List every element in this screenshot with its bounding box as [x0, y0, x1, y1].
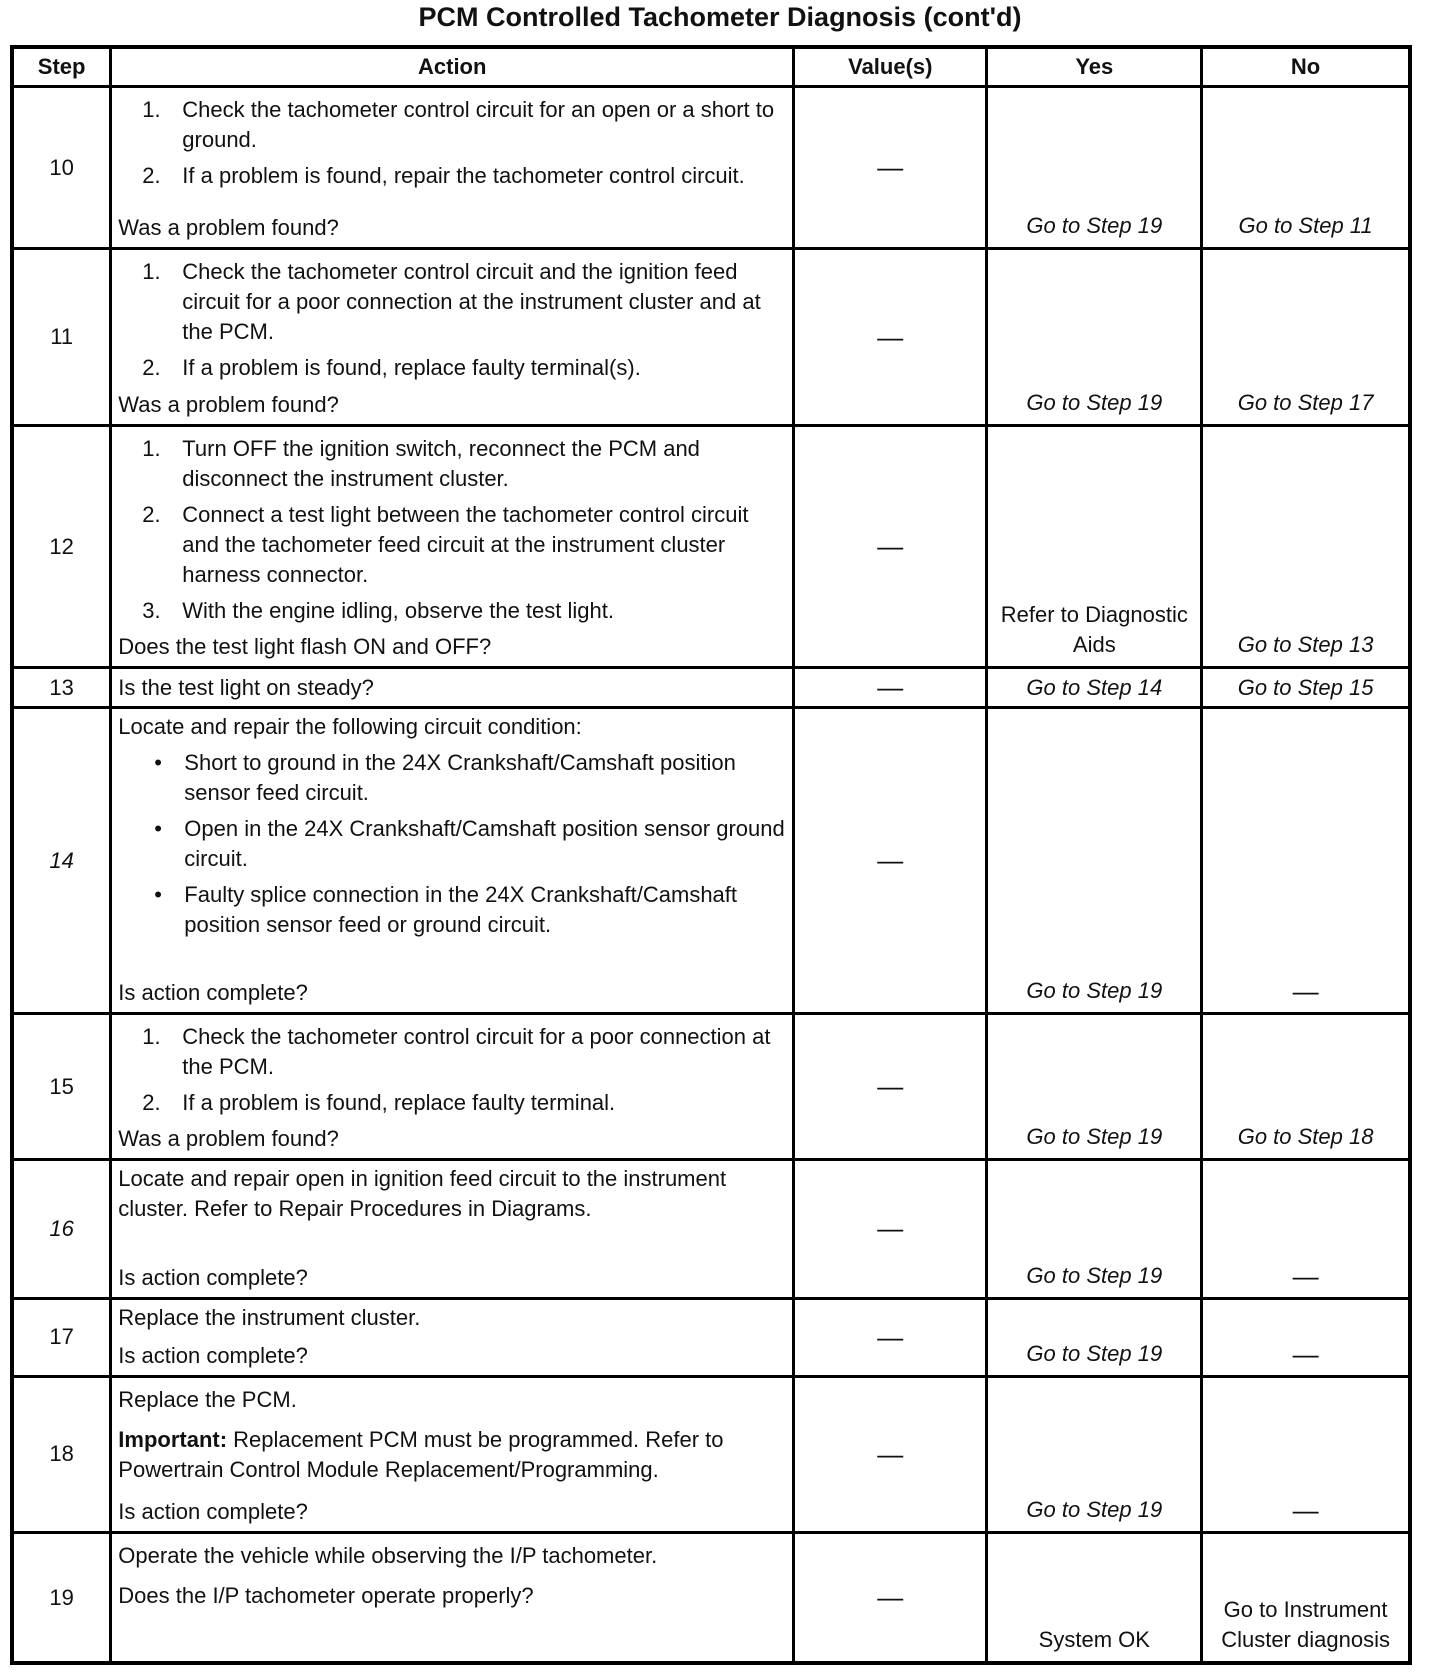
yes-cell: Go to Step 19: [987, 1376, 1202, 1532]
value-cell: —: [794, 87, 987, 249]
table-row: [12, 708, 1410, 1014]
list-item: 1. Check the tachometer control circuit for an open or a short to ground.: [142, 97, 775, 152]
step-number: 12: [12, 425, 111, 668]
value-cell: —: [794, 668, 987, 708]
action-steps: [118, 434, 788, 632]
table-row: [12, 668, 1410, 708]
list-item: 1. Check the tachometer control circuit for a poor connection at the PCM.: [142, 1024, 771, 1080]
list-item: • Faulty splice connection in the 24X Crankshaft/Camshaft position sensor feed or ground circuit.: [154, 882, 738, 938]
action-question: Is action complete?: [118, 1264, 308, 1290]
action-cell: [111, 708, 794, 1014]
action-question: Does the test light flash ON and OFF?: [118, 634, 492, 660]
action-intro: Operate the vehicle while observing the I/P tachometer.: [118, 1543, 658, 1569]
step-number: 17: [12, 1298, 111, 1376]
no-cell: Go to Step 13: [1202, 425, 1410, 668]
action-steps: [118, 1022, 788, 1124]
no-cell: Go to Step 11: [1202, 87, 1410, 249]
action-cell: [111, 87, 794, 249]
table-row: [12, 1533, 1410, 1663]
table-row: [12, 1014, 1410, 1160]
page-title: PCM Controlled Tachometer Diagnosis (cont'd): [418, 2, 1022, 32]
value-cell: —: [794, 1298, 987, 1376]
no-cell: Go to Step 15: [1202, 668, 1410, 708]
yes-cell: System OK: [987, 1533, 1202, 1663]
no-cell: Go to Step 18: [1202, 1014, 1410, 1160]
action-cell: [111, 1376, 794, 1532]
list-item: • Short to ground in the 24X Crankshaft/Camshaft position sensor feed circuit.: [154, 750, 736, 806]
action-question: Is action complete?: [118, 980, 308, 1006]
table-row: [12, 1160, 1410, 1298]
yes-cell: Go to Step 19: [987, 1298, 1202, 1376]
header-step: Step: [12, 47, 111, 87]
action-steps: [118, 95, 788, 197]
action-cell: [111, 1298, 794, 1376]
table-row: [12, 87, 1410, 249]
yes-cell: Go to Step 19: [987, 1160, 1202, 1298]
action-question: Does the I/P tachometer operate properly?: [118, 1583, 534, 1609]
action-intro: Locate and repair open in ignition feed circuit to the instrument cluster. Refer to Repair Procedures in Diagrams.: [118, 1166, 727, 1222]
list-item: 2. If a problem is found, repair the tachometer control circuit.: [142, 163, 745, 188]
step-number: 19: [12, 1533, 111, 1663]
no-cell: —: [1202, 708, 1410, 1014]
step-number: 18: [12, 1376, 111, 1532]
action-cell: [111, 1533, 794, 1663]
yes-cell: Go to Step 19: [987, 1014, 1202, 1160]
header-action: Action: [111, 47, 794, 87]
yes-cell: Go to Step 19: [987, 708, 1202, 1014]
header-yes: Yes: [987, 47, 1202, 87]
action-steps: [118, 257, 788, 389]
yes-cell: Go to Step 19: [987, 87, 1202, 249]
value-cell: —: [794, 1014, 987, 1160]
no-cell: Go to Instrument Cluster diagnosis: [1202, 1533, 1410, 1663]
action-intro: Locate and repair the following circuit condition:: [118, 714, 582, 740]
yes-cell: Go to Step 19: [987, 249, 1202, 425]
action-intro: Replace the PCM.: [118, 1386, 297, 1412]
step-number: 13: [12, 668, 111, 708]
list-item: 2. Connect a test light between the tachometer control circuit and the tachometer feed circuit at the instrument cluster harness connector.: [142, 501, 749, 587]
table-row: [12, 1298, 1410, 1376]
important-note: [118, 1425, 788, 1485]
value-cell: —: [794, 1160, 987, 1298]
value-cell: —: [794, 1376, 987, 1532]
value-cell: —: [794, 1533, 987, 1663]
header-values: Value(s): [794, 47, 987, 87]
action-question: Is the test light on steady?: [111, 668, 794, 708]
action-cell: [111, 1160, 794, 1298]
step-number: 15: [12, 1014, 111, 1160]
important-label: Important:: [118, 1426, 228, 1452]
list-item: 1. Check the tachometer control circuit and the ignition feed circuit for a poor connection at the instrument cluster and at the PCM.: [142, 259, 761, 345]
value-cell: —: [794, 249, 987, 425]
important-text: Replacement PCM must be programmed. Refer to Powertrain Control Module Replacement/Programming.: [118, 1426, 724, 1482]
action-intro: Replace the instrument cluster.: [118, 1304, 421, 1330]
value-cell: —: [794, 708, 987, 1014]
list-item: • Open in the 24X Crankshaft/Camshaft position sensor ground circuit.: [154, 816, 785, 872]
diagnosis-table: [10, 45, 1412, 1665]
action-cell: [111, 425, 794, 668]
condition-list: [118, 748, 788, 946]
no-cell: —: [1202, 1160, 1410, 1298]
action-question: Is action complete?: [118, 1342, 308, 1368]
header-no: No: [1202, 47, 1410, 87]
list-item: 2. If a problem is found, replace faulty terminal(s).: [142, 355, 641, 381]
table-row: [12, 1376, 1410, 1532]
no-cell: Go to Step 17: [1202, 249, 1410, 425]
table-row: [12, 425, 1410, 668]
yes-cell: Go to Step 14: [987, 668, 1202, 708]
table-row: [12, 249, 1410, 425]
action-question: Is action complete?: [118, 1499, 308, 1525]
step-number: 14: [12, 708, 111, 1014]
list-item: 3. With the engine idling, observe the test light.: [142, 597, 614, 623]
action-question: Was a problem found?: [118, 391, 339, 417]
action-question: Was a problem found?: [118, 215, 339, 241]
action-cell: [111, 249, 794, 425]
no-cell: —: [1202, 1298, 1410, 1376]
step-number: 16: [12, 1160, 111, 1298]
yes-cell: Refer to Diagnostic Aids: [987, 425, 1202, 668]
action-question: Was a problem found?: [118, 1126, 339, 1152]
list-item: 2. If a problem is found, replace faulty terminal.: [142, 1090, 616, 1116]
header-row: [12, 47, 1410, 87]
step-number: 10: [12, 87, 111, 249]
list-item: 1. Turn OFF the ignition switch, reconnect the PCM and disconnect the instrument cluster.: [142, 435, 700, 491]
step-number: 11: [12, 249, 111, 425]
action-cell: [111, 1014, 794, 1160]
no-cell: —: [1202, 1376, 1410, 1532]
value-cell: —: [794, 425, 987, 668]
